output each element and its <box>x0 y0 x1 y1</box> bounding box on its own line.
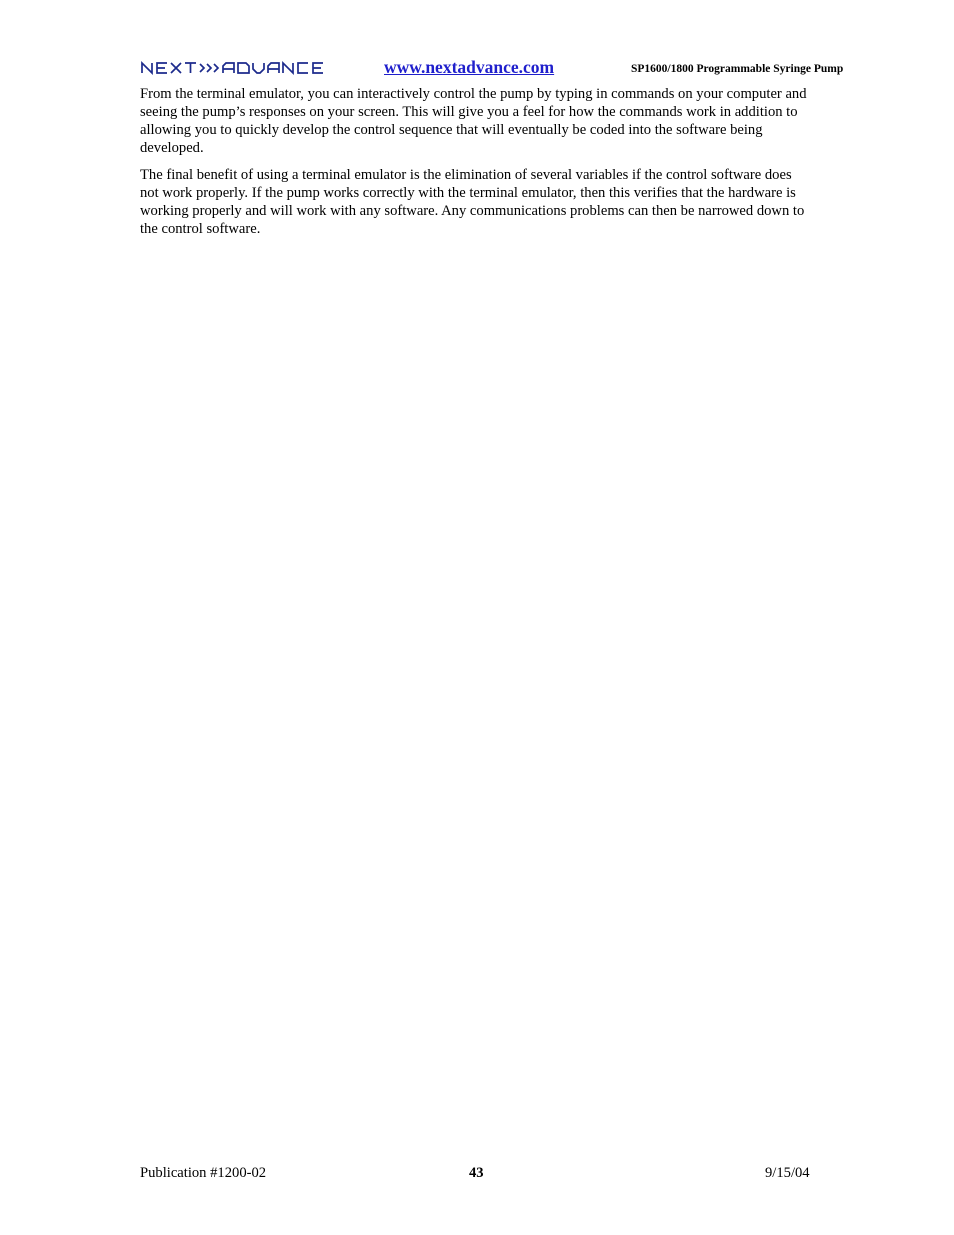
publication-date: 9/15/04 <box>765 1165 810 1181</box>
paragraph: The final benefit of using a terminal emulator is the elimination of several variables if the control software does not work properly. If the pump works correctly with the terminal emulator, then this verifies that the hardware is working properly and will work with any software. Any communications problems can then be narrowed down to the control software. <box>140 167 805 237</box>
document-title: SP1600/1800 Programmable Syringe Pump <box>631 63 844 75</box>
page-footer <box>0 1165 954 1185</box>
next-advance-logo <box>140 60 332 76</box>
website-link[interactable]: www.nextadvance.com <box>384 57 555 77</box>
logo-text <box>140 60 141 61</box>
paragraph: From the terminal emulator, you can interactively control the pump by typing in commands on your computer and seeing the pump’s responses on your screen. This will give you a feel for how the commands work in addition to allowing you to quickly develop the control sequence that will eventually be coded into the software being developed. <box>140 86 807 156</box>
logo-graphic <box>140 60 332 76</box>
page-header <box>0 0 954 90</box>
publication-number: Publication #1200-02 <box>140 1165 267 1181</box>
page-number: 43 <box>469 1165 484 1181</box>
page-body <box>140 85 812 247</box>
